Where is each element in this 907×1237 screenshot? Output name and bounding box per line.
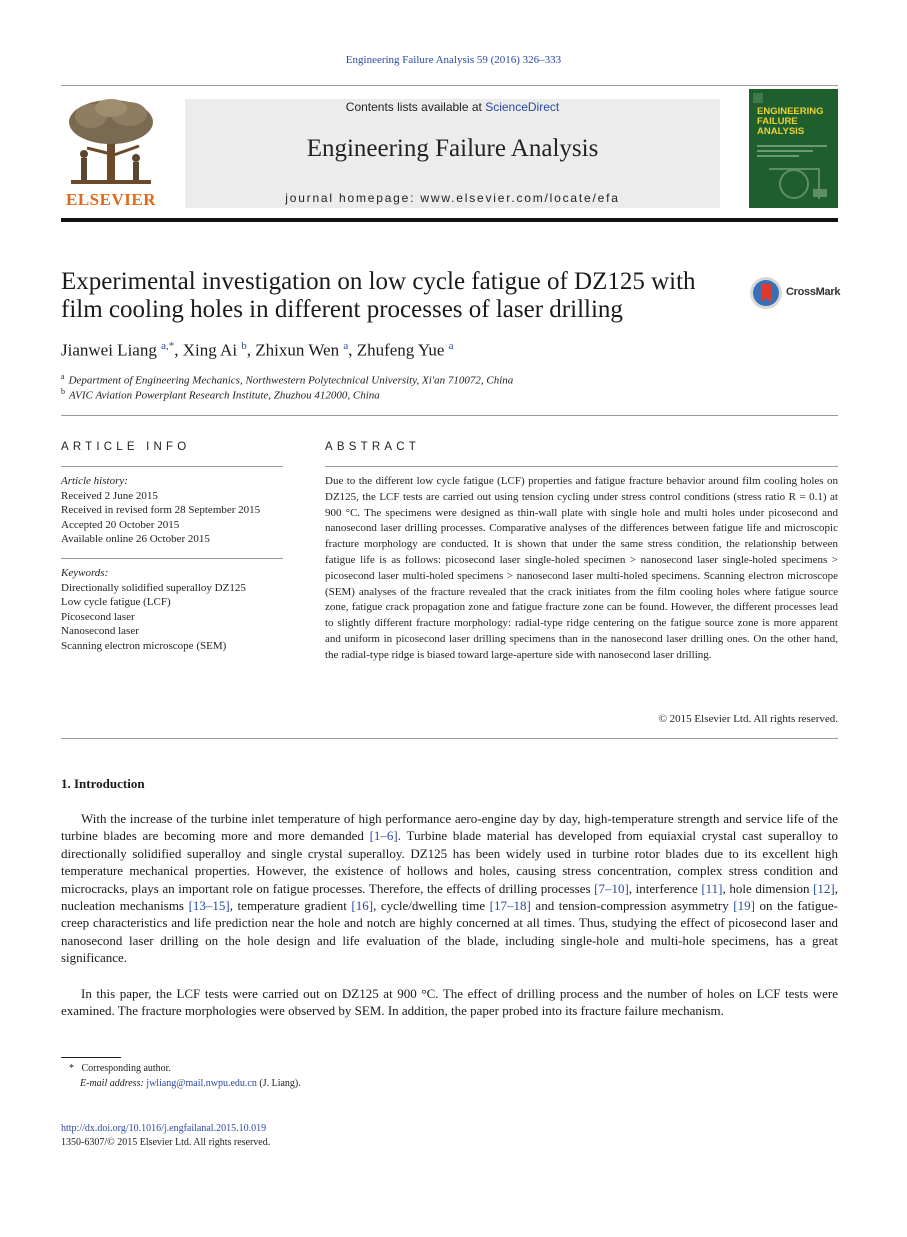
corresponding-author-footnote — [61, 1061, 461, 1091]
author-separator: , — [348, 340, 357, 360]
reference-link[interactable]: [11] — [701, 880, 723, 896]
author-affiliation-mark[interactable]: a — [448, 340, 454, 352]
paragraph-text: , nucleation mechanisms — [61, 880, 838, 914]
paragraph-text: , temperature gradient — [229, 898, 352, 914]
journal-citation[interactable]: Engineering Failure Analysis 59 (2016) 326–333 — [345, 54, 562, 66]
paragraph-text: on the fatigue-creep characteristics and life prediction near the hole and notch are highly concerned at all times. Thus, studying the effect of picosecond laser and nanosecond laser drilling on the hole design and life evaluation of the blade, including single-hole and multi-hole specimens, has a great significance. — [61, 898, 838, 966]
affiliation-mark: b — [61, 387, 65, 396]
crossmark-label: CrossMark — [786, 286, 841, 298]
issn-line: 1350-6307/© 2015 Elsevier Ltd. All rights reserved. — [61, 1137, 271, 1148]
reference-link[interactable]: [7–10] — [594, 880, 629, 896]
history-item: Accepted 20 October 2015 — [61, 518, 180, 531]
email-link[interactable]: jwliang@mail.nwpu.edu.cn — [146, 1078, 257, 1089]
affiliation-text: Department of Engineering Mechanics, Northwestern Polytechnical University, Xi'an 710072, China — [68, 374, 514, 387]
elsevier-wordmark: ELSEVIER — [66, 190, 156, 209]
reference-link[interactable]: [12] — [813, 880, 835, 896]
copyright-notice: © 2015 Elsevier Ltd. All rights reserved. — [658, 713, 838, 725]
divider — [61, 415, 838, 416]
journal-cover[interactable] — [749, 89, 838, 208]
keywords — [61, 566, 283, 653]
cover-title: ENGINEERING FAILURE ANALYSIS — [757, 106, 824, 137]
reference-link[interactable]: [19] — [733, 898, 755, 914]
paper-title: Experimental investigation on low cycle fatigue of DZ125 with film cooling holes in different processes of laser drilling — [61, 268, 696, 323]
divider — [61, 466, 283, 467]
reference-link[interactable]: [1–6] — [369, 828, 398, 844]
tree-icon — [61, 96, 161, 188]
crossmark-icon — [749, 276, 783, 310]
paragraph-text: and tension-compression asymmetry — [530, 898, 734, 914]
footnote-mark: * — [69, 1063, 74, 1074]
footnote-text: Corresponding author. — [81, 1063, 171, 1074]
affiliation-text: AVIC Aviation Powerplant Research Institute, Zhuzhou 412000, China — [69, 389, 380, 402]
keyword: Picosecond laser — [61, 610, 135, 623]
elsevier-logo[interactable] — [61, 96, 161, 208]
doi-block — [61, 1122, 270, 1150]
article-info-heading: ARTICLE INFO — [61, 441, 191, 453]
paragraph-text: . Turbine blade material has developed from equiaxial crystal cast superalloy to directionally solidified superalloy and single crystal superalloy. DZ125 has been widely used in turbine rotor blades due to its excellent high temperature mechanical properties. However, the existence of hollows and holes, causing stress concentration, complex stress condition and microcracks, plays an important role on fatigue processes. Therefore, the effects of drilling processes — [61, 828, 838, 896]
footnote-line — [61, 1061, 461, 1076]
paragraph-text: , cycle/dwelling time — [373, 898, 490, 914]
abstract-heading: ABSTRACT — [325, 441, 420, 453]
reference-link[interactable]: [17–18] — [489, 898, 531, 914]
keyword: Nanosecond laser — [61, 625, 139, 637]
affiliation — [61, 387, 380, 402]
journal-homepage[interactable]: journal homepage: www.elsevier.com/locate/efa — [285, 191, 620, 205]
affiliation-mark: a — [61, 372, 65, 381]
author-separator: , — [246, 340, 256, 360]
abstract-text: Due to the different low cycle fatigue (LCF) properties and fatigue fracture behavior around film cooling holes on DZ125, the LCF tests are carried out using tension cycling under stress control conditions (stress ratio R = 0.1) at 900 °C. The specimens were designed as thin-wall plate with single hole and multi holes under picosecond and nanosecond laser drilling processes. Comparative analyses of the differences between fatigue life and microscopic fracture morphology are conducted. It is shown that under the same stress condition, the relationship between fatigue life is as follows: picosecond laser single-holed specimen > nanosecond laser single-holed specimens > picosecond laser multi-holed specimens > nanosecond laser multi-holed specimens. Scanning electron microscope (SEM) analyses of the fracture revealed that the crack initiates from the film cooling holes where fatigue source zone, fatigue crack propagation zone and fatigue fracture zone can be found. However, the different processes lead to slightly different fracture morphology: radial-type ridge centering on the fatigue source zone is more apparent and uniform in picosecond laser drilling specimens than in the nanosecond laser drilling ones. On the other hand, the radial-type ridge is biased toward large-aperture side with nanosecond laser drilling. — [325, 475, 838, 661]
footnote-rule — [61, 1057, 121, 1058]
history-item: Received in revised form 28 September 2015 — [61, 504, 261, 516]
intro-paragraph-1 — [61, 810, 838, 967]
email-label: E-mail address: — [80, 1078, 144, 1089]
paragraph-text: , hole dimension — [722, 880, 814, 896]
history-item: Available online 26 October 2015 — [61, 533, 210, 545]
email-suffix: (J. Liang). — [259, 1078, 301, 1089]
keyword: Scanning electron microscope (SEM) — [61, 639, 227, 652]
author-name[interactable]: Jianwei Liang — [61, 340, 157, 360]
cover-text-lines — [757, 145, 827, 160]
keyword: Directionally solidified superalloy DZ125 — [61, 581, 246, 594]
contents-line — [185, 100, 720, 114]
author-name[interactable]: Zhufeng Yue — [356, 340, 445, 360]
paragraph-text: , interference — [628, 880, 702, 896]
journal-banner — [185, 99, 720, 208]
reference-link[interactable]: [16] — [351, 898, 374, 914]
reference-link[interactable]: [13–15] — [188, 898, 230, 914]
keyword: Low cycle fatigue (LCF) — [61, 596, 171, 608]
history-label: Article history: — [61, 475, 128, 487]
article-history — [61, 474, 283, 547]
crossmark-badge[interactable] — [749, 276, 869, 310]
author-list — [61, 340, 454, 361]
keywords-label: Keywords: — [61, 567, 109, 579]
paragraph-text: With the increase of the turbine inlet temperature of high performance aero-engine day by day, high-temperature strength and service life of the turbine blades are becoming more and more demanded — [61, 811, 838, 844]
divider — [61, 738, 838, 739]
header-thick-rule — [61, 218, 838, 222]
section-heading: 1. Introduction — [61, 776, 145, 791]
author-name[interactable]: Xing Ai — [182, 340, 238, 360]
contents-prefix: Contents lists available at — [345, 100, 486, 114]
author-affiliation-mark[interactable]: a,* — [161, 340, 175, 352]
affiliation — [61, 372, 513, 387]
journal-title: Engineering Failure Analysis — [306, 135, 599, 162]
author-affiliation-mark[interactable]: b — [241, 340, 247, 352]
author-separator: , — [174, 340, 183, 360]
author-name[interactable]: Zhixun Wen — [255, 340, 340, 360]
sciencedirect-link[interactable]: ScienceDirect — [485, 100, 560, 114]
divider — [61, 558, 283, 559]
history-item: Received 2 June 2015 — [61, 489, 158, 502]
intro-paragraph-2: In this paper, the LCF tests were carried out on DZ125 at 900 °C. The effect of drilling process and the number of holes on LCF tests were examined. The fracture morphologies were observed by SEM. In addition, the paper probed into its fracture failure mechanism. — [61, 986, 838, 1019]
doi-link[interactable]: http://dx.doi.org/10.1016/j.engfailanal.2015.10.019 — [61, 1123, 267, 1134]
footnote-line — [61, 1076, 461, 1091]
divider — [325, 466, 838, 467]
author-affiliation-mark[interactable]: a — [343, 340, 349, 352]
header-rule — [61, 85, 838, 86]
